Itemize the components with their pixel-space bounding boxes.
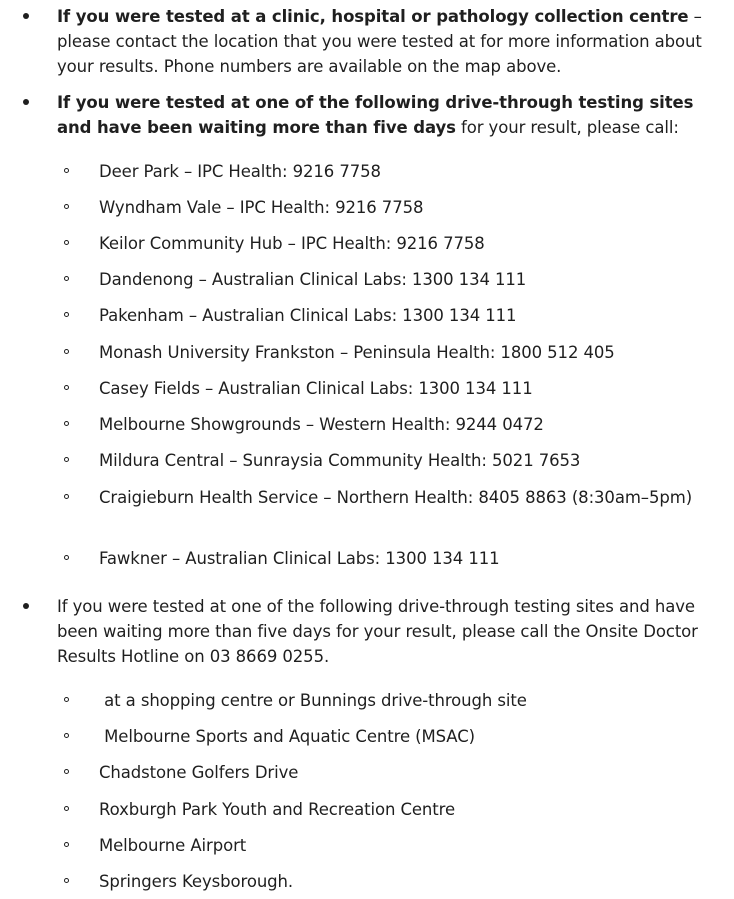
sub-bullet-circle <box>64 494 69 499</box>
site-entry: Melbourne Showgrounds – Western Health: 9244 0472 <box>99 415 544 434</box>
sub-bullet-circle <box>64 204 69 209</box>
sub-bullet-circle <box>64 733 69 738</box>
sub-bullet-circle <box>64 168 69 173</box>
bullet-dot <box>23 603 29 609</box>
sub-bullet-circle <box>64 385 69 390</box>
site-entry: Chadstone Golfers Drive <box>99 763 299 782</box>
bullet-clinic-bold: If you were tested at a clinic, hospital or pathology collection centre <box>57 7 689 26</box>
sub-bullet-circle <box>64 555 69 560</box>
list-item <box>99 195 719 220</box>
list-item <box>99 448 719 473</box>
site-entry: Dandenong – Australian Clinical Labs: 1300 134 111 <box>99 270 527 289</box>
sub-bullet-circle <box>64 349 69 354</box>
list-item <box>99 760 719 785</box>
list-item <box>99 231 719 256</box>
bullet-onsite-doctor-hotline <box>57 594 722 669</box>
site-entry: Deer Park – IPC Health: 9216 7758 <box>99 162 381 181</box>
list-item <box>99 546 719 571</box>
site-entry: Pakenham – Australian Clinical Labs: 1300 134 111 <box>99 306 517 325</box>
list-item <box>99 267 719 292</box>
sub-bullet-circle <box>64 276 69 281</box>
list-item <box>99 376 719 401</box>
sub-bullet-circle <box>64 842 69 847</box>
list-item <box>99 688 719 713</box>
bullet-hotline-text: If you were tested at one of the following drive-through testing sites and have been waiting more than five days for your result, please call the Onsite Doctor Results Hotline on 03 8669 0255. <box>57 597 698 666</box>
list-item <box>99 724 719 749</box>
list-item <box>99 833 719 858</box>
site-entry: Wyndham Vale – IPC Health: 9216 7758 <box>99 198 424 217</box>
site-entry: Roxburgh Park Youth and Recreation Centre <box>99 800 456 819</box>
list-item <box>99 303 719 328</box>
sub-bullet-circle <box>64 769 69 774</box>
site-entry: Craigieburn Health Service – Northern Health: 8405 8863 (8:30am–5pm) <box>99 488 693 507</box>
sub-bullet-circle <box>64 697 69 702</box>
site-entry: at a shopping centre or Bunnings drive-through site <box>99 691 527 710</box>
site-entry: Springers Keysborough. <box>99 872 294 891</box>
list-item <box>99 485 719 510</box>
site-entry: Keilor Community Hub – IPC Health: 9216 7758 <box>99 234 485 253</box>
sub-bullet-circle <box>64 312 69 317</box>
bullet-dot <box>23 99 29 105</box>
site-entry: Monash University Frankston – Peninsula Health: 1800 512 405 <box>99 343 615 362</box>
site-entry: Melbourne Sports and Aquatic Centre (MSAC) <box>99 727 475 746</box>
list-item <box>99 797 719 822</box>
list-item <box>99 412 719 437</box>
sub-bullet-circle <box>64 457 69 462</box>
bullet-dot <box>23 13 29 19</box>
bullet-drive-through-bold: If you were tested at one of the following drive-through testing sites and have been waiting more than five days <box>57 93 694 137</box>
site-entry: Fawkner – Australian Clinical Labs: 1300 134 111 <box>99 549 500 568</box>
sub-bullet-circle <box>64 878 69 883</box>
site-entry: Melbourne Airport <box>99 836 247 855</box>
bullet-clinic-testing <box>57 4 722 79</box>
sub-bullet-circle <box>64 806 69 811</box>
sub-bullet-circle <box>64 240 69 245</box>
bullet-drive-through-wait <box>57 90 722 140</box>
list-item <box>99 159 719 184</box>
site-entry: Mildura Central – Sunraysia Community Health: 5021 7653 <box>99 451 581 470</box>
list-item <box>99 869 719 894</box>
list-item <box>99 340 719 365</box>
bullet-clinic-text: – please contact the location that you were tested at for more information about your results. Phone numbers are available on the map above. <box>57 7 702 76</box>
sub-bullet-circle <box>64 421 69 426</box>
bullet-drive-through-text: for your result, please call: <box>455 118 679 137</box>
site-entry: Casey Fields – Australian Clinical Labs: 1300 134 111 <box>99 379 533 398</box>
